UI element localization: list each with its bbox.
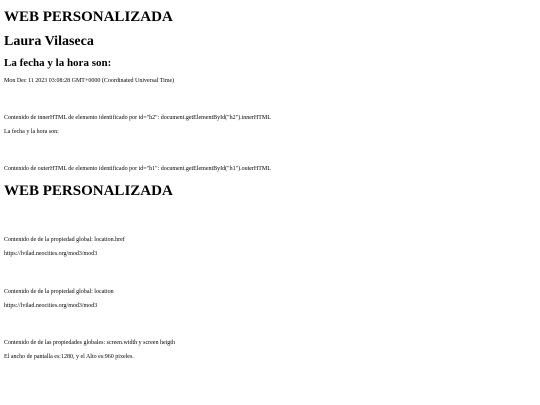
location-value: https://lvilad.neocities.org/mod3/mod3: [4, 303, 98, 309]
href-value: https://lvilad.neocities.org/mod3/mod3: [4, 251, 98, 257]
href-caption: Contenido de de la propiedad global: location.href: [4, 237, 125, 243]
location-caption: Contenido de de la propiedad global: location: [4, 289, 114, 295]
inner-html-caption: Contenido de innerHTML de elemento identificado por id="h2": document.getElementById("h2").innerHTML: [4, 115, 271, 121]
main-heading: WEB PERSONALIZADA: [4, 9, 173, 25]
date-heading: La fecha y la hora son:: [4, 57, 112, 69]
inner-html-value: La fecha y la hora son:: [4, 129, 59, 135]
outer-html-caption: Contenido de outerHTML de elemento identificado por id="h1": document.getElementById("h1").outerHTML: [4, 166, 271, 172]
outer-html-value: WEB PERSONALIZADA: [4, 183, 173, 199]
date-value: Mon Dec 11 2023 03:08:28 GMT+0000 (Coordinated Universal Time): [4, 78, 175, 84]
author-heading: Laura Vilaseca: [4, 34, 94, 49]
screen-value: El ancho de pantalla es:1280, y el Alto es:960 pixeles.: [4, 354, 134, 360]
screen-caption: Contenido de de las propiedades globales: screen.width y screen heigth: [4, 340, 175, 346]
